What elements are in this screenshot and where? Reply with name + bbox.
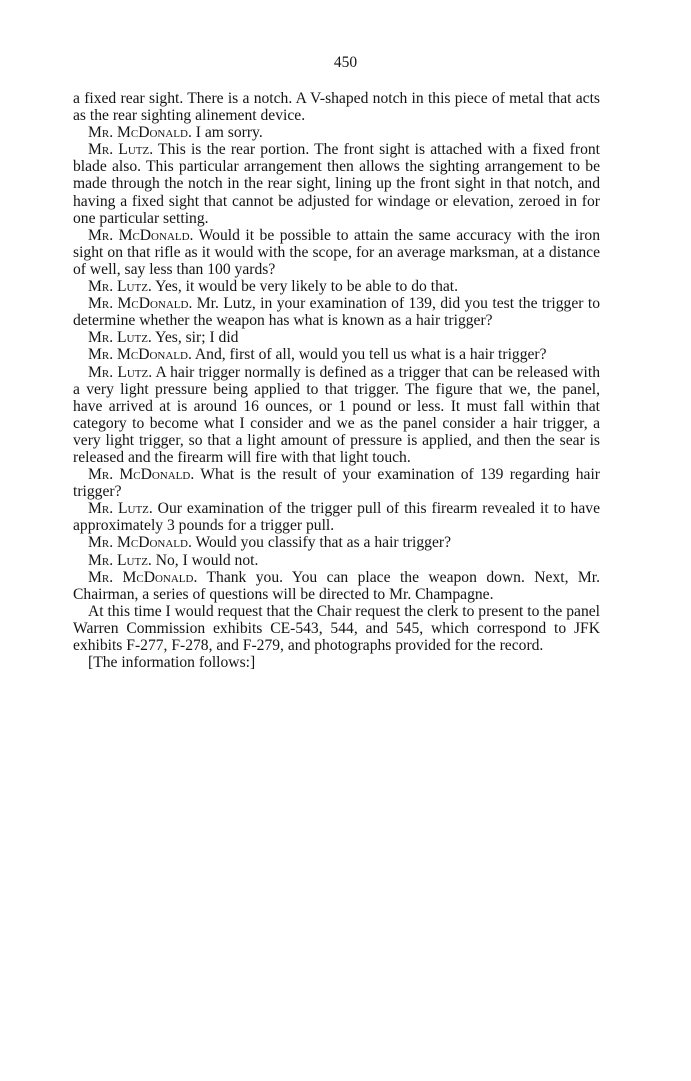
paragraph-text: A hair trigger normally is defined as a trigger that can be released with a very light pressure being applied to that trigger. The figure that we, the panel, have arrived at is around 16 ounces, or 1 pound or less. It must fall within that category to become what I consider and we as the panel consider a hair trigger, a very light trigger, so that a light amount of pressure is applied, and then the sear is released and the firearm will fire with that light touch. xyxy=(73,363,600,466)
speaker-name: Mr. Lutz. xyxy=(88,329,152,347)
speaker-name: Mr. McDonald. xyxy=(88,226,194,244)
paragraph-15 xyxy=(73,603,600,654)
paragraph-text: Would it be possible to attain the same accuracy with the iron sight on that rifle as it would with the scope, for an average marksman, at a distance of well, say less than 100 yards? xyxy=(73,226,600,278)
speaker-name: Mr. McDonald. xyxy=(88,124,192,142)
paragraph-14 xyxy=(73,569,600,603)
paragraph-text: No, I would not. xyxy=(151,551,259,569)
speaker-name: Mr. Lutz. xyxy=(88,500,153,518)
paragraph-6 xyxy=(73,295,600,329)
paragraph-2 xyxy=(73,124,600,141)
paragraph-text: I am sorry. xyxy=(191,124,263,142)
paragraph-7 xyxy=(73,329,600,346)
speaker-name: Mr. McDonald. xyxy=(88,346,192,364)
paragraph-5 xyxy=(73,278,600,295)
transcript-body xyxy=(73,90,600,671)
speaker-name: Mr. Lutz. xyxy=(88,551,152,569)
paragraph-text: This is the rear portion. The front sight is attached with a fixed front blade also. This particular arrangement then allows the sighting arrangement to be made through the notch in the rear sight, lining up the front sight in that notch, and having a fixed sight that cannot be adjusted for windage or elevation, zeroed in for one particular setting. xyxy=(73,141,600,227)
paragraph-text: Would you classify that as a hair trigger? xyxy=(191,534,452,552)
paragraph-text: Yes, sir; I did xyxy=(151,329,239,347)
paragraph-16 xyxy=(73,654,600,671)
paragraph-text: Mr. Lutz, in your examination of 139, did you test the trigger to determine whether the weapon has what is known as a hair trigger? xyxy=(73,295,600,330)
paragraph-text: [The information follows:] xyxy=(88,654,256,672)
paragraph-text: And, first of all, would you tell us what is a hair trigger? xyxy=(191,346,547,364)
paragraph-text: What is the result of your examination of 139 regarding hair trigger? xyxy=(73,466,600,501)
paragraph-3 xyxy=(73,141,600,226)
paragraph-13 xyxy=(73,552,600,569)
paragraph-text: a fixed rear sight. There is a notch. A V-shaped notch in this piece of metal that acts as the rear sighting alinement device. xyxy=(73,90,600,125)
speaker-name: Mr. McDonald. xyxy=(88,568,198,586)
speaker-name: Mr. Lutz. xyxy=(88,141,154,159)
paragraph-text: Yes, it would be very likely to be able to do that. xyxy=(151,278,459,296)
speaker-name: Mr. McDonald. xyxy=(88,295,193,313)
paragraph-11 xyxy=(73,500,600,534)
speaker-name: Mr. McDonald. xyxy=(88,534,192,552)
speaker-name: Mr. Lutz. xyxy=(88,278,152,296)
paragraph-8 xyxy=(73,346,600,363)
speaker-name: Mr. McDonald. xyxy=(88,466,195,484)
paragraph-text: Thank you. You can place the weapon down. Next, Mr. Chairman, a series of questions will be directed to Mr. Champagne. xyxy=(73,568,600,603)
paragraph-text: Our examination of the trigger pull of this firearm revealed it to have approximately 3 pounds for a trigger pull. xyxy=(73,500,600,535)
paragraph-text: At this time I would request that the Chair request the clerk to present to the panel Warren Commission exhibits CE-543, 544, and 545, which correspond to JFK exhibits F-277, F-278, and F-279, and photographs provided for the record. xyxy=(73,602,600,654)
paragraph-1 xyxy=(73,90,600,124)
paragraph-9 xyxy=(73,364,600,467)
paragraph-10 xyxy=(73,466,600,500)
paragraph-12 xyxy=(73,534,600,551)
speaker-name: Mr. Lutz. xyxy=(88,363,153,381)
page-number: 450 xyxy=(333,54,358,71)
paragraph-4 xyxy=(73,227,600,278)
